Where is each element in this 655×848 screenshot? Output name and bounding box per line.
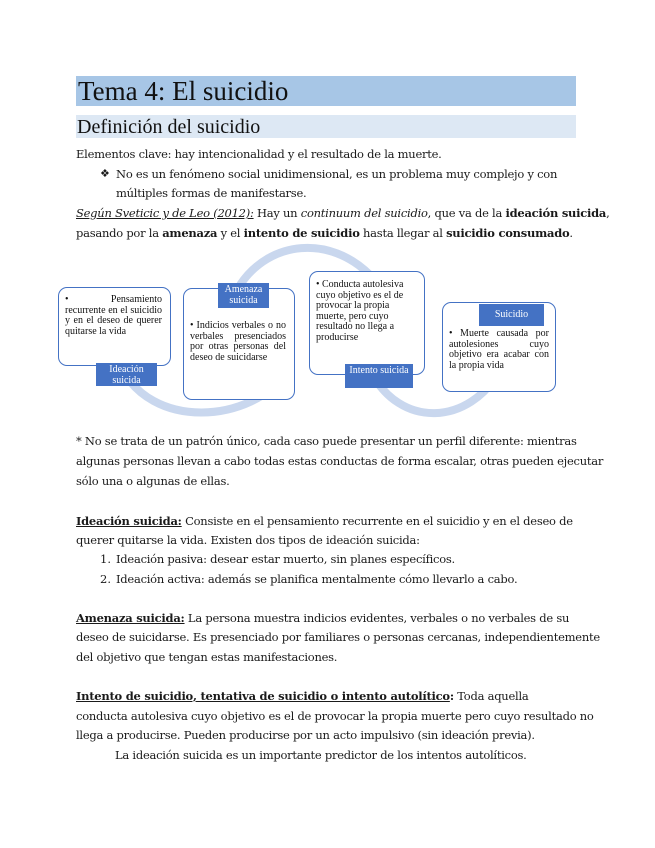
note-line-1: * No se trata de un patrón único, cada caso puede presentar un perfil diferente: mientras [76,434,577,448]
amenaza-line-1 [76,611,569,625]
page-title: Tema 4: El suicidio [76,76,576,106]
list-number: 2. [100,572,111,586]
intento-colon: : [449,689,454,703]
stage-label-suicidio: Suicidio [479,304,544,326]
amenaza-line-3: del objetivo que tengan estas manifestaciones. [76,650,338,664]
intento-line-2: conducta autolesiva cuyo objetivo es el de provocar la propia muerte pero cuyo resultado no [76,709,594,723]
stage-box-ideacion [58,287,171,366]
stage-label-amenaza: Amenaza suicida [218,283,269,308]
ideacion-term: ideación suicida [505,206,607,220]
amenaza-line-2: deseo de suicidarse. Es presenciado por familiares o personas cercanas, independientemente [76,630,600,644]
stage-text: • Pensamiento recurrente en el suicidio y en el deseo de querer quitarse la vida [65,295,162,337]
intento-line-4: La ideación suicida es un importante predictor de los intentos autolíticos. [115,748,527,762]
stage-text: • Indicios verbales o no verbales presenciados por otras personas del deseo de suicidarse [190,321,286,363]
citation-text: Hay un [253,206,301,220]
intento-term: intento de suicidio [243,226,360,240]
section-title: Definición del suicidio [76,115,576,138]
note-line-2: algunas personas llevan a cabo todas estas conductas de forma escalar, otras pueden ejecutar [76,454,604,468]
citation-text: . [569,226,573,240]
continuum-term: continuum del suicidio [300,206,428,220]
intento-text: Toda aquella [453,689,529,703]
list-number: 1. [100,552,111,566]
stage-text: • Conducta autolesiva cuyo objetivo es el de provocar la propia muerte, pero cuyo resultado no llega a producirse [316,280,416,343]
amenaza-term: amenaza [162,226,218,240]
ideacion-line-1 [76,514,573,528]
note-line-3: sólo una o algunas de ellas. [76,474,230,488]
stage-label-intento: Intento suicida [345,364,413,388]
list-item-activa: Ideación activa: además se planifica mentalmente cómo llevarlo a cabo. [116,572,518,586]
stage-box-intento [309,271,425,375]
citation-text: , [606,206,610,220]
list-item-pasiva: Ideación pasiva: desear estar muerto, sin planes específicos. [116,552,455,566]
citation-text: y el [217,226,244,240]
ideacion-heading: Ideación suicida: [76,514,182,528]
citation-line-1 [76,206,610,220]
consumado-term: suicidio consumado [446,226,570,240]
intento-line-3: llega a producirse. Pueden producirse por un acto impulsivo (sin ideación previa). [76,728,535,742]
stage-text: • Muerte causada por autolesiones cuyo objetivo era acabar con la propia vida [449,329,549,371]
bullet-text-line-2: múltiples formas de manifestarse. [116,186,307,200]
continuum-diagram [0,240,655,420]
intro-line: Elementos clave: hay intencionalidad y el resultado de la muerte. [76,147,442,161]
amenaza-heading: Amenaza suicida: [76,611,185,625]
intento-heading: Intento de suicidio, tentativa de suicidio o intento autolítico [76,689,450,703]
citation-text: pasando por la [76,226,163,240]
citation-text: , que va de la [427,206,506,220]
amenaza-text: La persona muestra indicios evidentes, verbales o no verbales de su [184,611,570,625]
stage-label-ideacion: Ideación suicida [96,363,157,386]
diamond-bullet-icon: ❖ [100,167,110,180]
ideacion-text: Consiste en el pensamiento recurrente en el suicidio y en el deseo de [181,514,573,528]
bullet-text-line-1: No es un fenómeno social unidimensional, es un problema muy complejo y con [116,167,558,181]
citation-line-2 [76,226,573,240]
citation-text: hasta llegar al [359,226,447,240]
citation-source: Según Sveticic y de Leo (2012): [76,206,254,220]
intento-line-1 [76,689,528,703]
ideacion-line-2: querer quitarse la vida. Existen dos tipos de ideación suicida: [76,533,420,547]
